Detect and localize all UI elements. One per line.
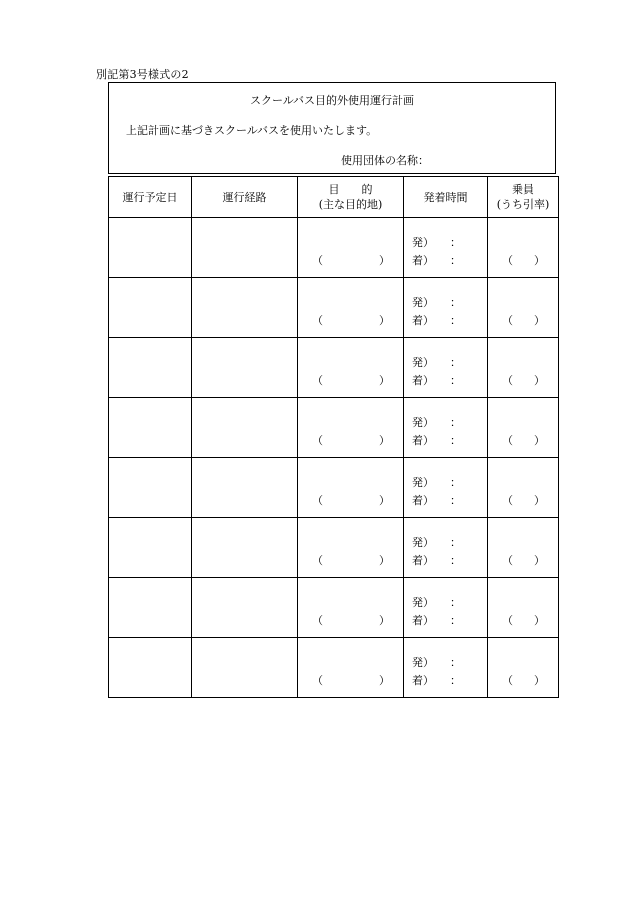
paren-open: （ bbox=[502, 314, 513, 327]
paren-open: （ bbox=[312, 254, 323, 267]
form-header-box bbox=[108, 82, 556, 174]
paren-close: ） bbox=[379, 554, 390, 567]
departure-colon: ： bbox=[450, 656, 461, 669]
paren-close: ） bbox=[379, 674, 390, 687]
paren-open: （ bbox=[502, 554, 513, 567]
paren-open: （ bbox=[312, 674, 323, 687]
purpose-header-line1: 目 的 bbox=[328, 183, 373, 196]
table-row bbox=[109, 278, 559, 338]
departure-label: 発） bbox=[412, 356, 434, 369]
crew-header-line2: (うち引率) bbox=[496, 198, 550, 211]
paren-open: （ bbox=[312, 314, 323, 327]
table-row bbox=[109, 638, 559, 698]
paren-close: ） bbox=[534, 434, 545, 447]
departure-colon: ： bbox=[450, 356, 461, 369]
route-cell[interactable] bbox=[192, 578, 298, 638]
arrival-label: 着） bbox=[412, 614, 434, 627]
departure-colon: ： bbox=[450, 416, 461, 429]
departure-label: 発） bbox=[412, 236, 434, 249]
route-cell[interactable] bbox=[192, 518, 298, 578]
departure-label: 発） bbox=[412, 476, 434, 489]
crew-cell[interactable] bbox=[488, 578, 559, 638]
paren-close: ） bbox=[379, 434, 390, 447]
purpose-cell[interactable] bbox=[298, 218, 404, 278]
table-row bbox=[109, 458, 559, 518]
purpose-cell[interactable] bbox=[298, 398, 404, 458]
paren-open: （ bbox=[312, 374, 323, 387]
times-cell[interactable] bbox=[404, 458, 488, 518]
crew-cell[interactable] bbox=[488, 218, 559, 278]
date-cell[interactable] bbox=[109, 278, 192, 338]
paren-close: ） bbox=[534, 314, 545, 327]
purpose-cell[interactable] bbox=[298, 578, 404, 638]
crew-cell[interactable] bbox=[488, 638, 559, 698]
arrival-colon: ： bbox=[450, 494, 461, 507]
paren-open: （ bbox=[312, 434, 323, 447]
paren-open: （ bbox=[502, 254, 513, 267]
paren-close: ） bbox=[534, 674, 545, 687]
date-cell[interactable] bbox=[109, 218, 192, 278]
paren-close: ） bbox=[379, 374, 390, 387]
date-cell[interactable] bbox=[109, 338, 192, 398]
paren-close: ） bbox=[534, 554, 545, 567]
departure-colon: ： bbox=[450, 476, 461, 489]
date-cell[interactable] bbox=[109, 578, 192, 638]
paren-open: （ bbox=[502, 374, 513, 387]
times-cell[interactable] bbox=[404, 218, 488, 278]
group-name-label: 使用団体の名称： bbox=[341, 154, 429, 167]
purpose-cell[interactable] bbox=[298, 338, 404, 398]
column-header-crew bbox=[488, 177, 559, 218]
paren-close: ） bbox=[379, 254, 390, 267]
purpose-cell[interactable] bbox=[298, 638, 404, 698]
departure-colon: ： bbox=[450, 596, 461, 609]
table-row bbox=[109, 398, 559, 458]
date-cell[interactable] bbox=[109, 458, 192, 518]
departure-label: 発） bbox=[412, 296, 434, 309]
times-cell[interactable] bbox=[404, 398, 488, 458]
arrival-colon: ： bbox=[450, 314, 461, 327]
departure-label: 発） bbox=[412, 656, 434, 669]
table-row bbox=[109, 578, 559, 638]
crew-cell[interactable] bbox=[488, 518, 559, 578]
arrival-label: 着） bbox=[412, 374, 434, 387]
times-cell[interactable] bbox=[404, 278, 488, 338]
paren-close: ） bbox=[379, 314, 390, 327]
route-cell[interactable] bbox=[192, 398, 298, 458]
arrival-label: 着） bbox=[412, 434, 434, 447]
arrival-colon: ： bbox=[450, 674, 461, 687]
column-header-route: 運行経路 bbox=[192, 177, 298, 218]
route-cell[interactable] bbox=[192, 458, 298, 518]
paren-open: （ bbox=[502, 434, 513, 447]
route-cell[interactable] bbox=[192, 338, 298, 398]
times-cell[interactable] bbox=[404, 518, 488, 578]
arrival-label: 着） bbox=[412, 554, 434, 567]
date-cell[interactable] bbox=[109, 518, 192, 578]
paren-open: （ bbox=[312, 554, 323, 567]
departure-label: 発） bbox=[412, 536, 434, 549]
paren-open: （ bbox=[312, 614, 323, 627]
crew-header-line1: 乗員 bbox=[512, 183, 534, 196]
column-header-purpose bbox=[298, 177, 404, 218]
arrival-colon: ： bbox=[450, 614, 461, 627]
arrival-label: 着） bbox=[412, 494, 434, 507]
paren-open: （ bbox=[502, 614, 513, 627]
table-row bbox=[109, 218, 559, 278]
table-row bbox=[109, 518, 559, 578]
arrival-colon: ： bbox=[450, 254, 461, 267]
date-cell[interactable] bbox=[109, 398, 192, 458]
form-statement: 上記計画に基づきスクールバスを使用いたします。 bbox=[126, 124, 378, 137]
form-number-label: 別記第3号様式の2 bbox=[96, 68, 189, 81]
departure-colon: ： bbox=[450, 536, 461, 549]
paren-close: ） bbox=[379, 494, 390, 507]
paren-close: ） bbox=[534, 494, 545, 507]
departure-colon: ： bbox=[450, 236, 461, 249]
column-header-date: 運行予定日 bbox=[109, 177, 192, 218]
purpose-cell[interactable] bbox=[298, 518, 404, 578]
departure-label: 発） bbox=[412, 416, 434, 429]
date-cell[interactable] bbox=[109, 638, 192, 698]
purpose-header-line2: (主な目的地) bbox=[318, 198, 383, 211]
times-cell[interactable] bbox=[404, 338, 488, 398]
crew-cell[interactable] bbox=[488, 458, 559, 518]
operation-plan-table bbox=[108, 176, 559, 698]
paren-close: ） bbox=[534, 374, 545, 387]
crew-cell[interactable] bbox=[488, 398, 559, 458]
paren-open: （ bbox=[502, 674, 513, 687]
purpose-cell[interactable] bbox=[298, 458, 404, 518]
form-title: スクールバス目的外使用運行計画 bbox=[249, 94, 414, 107]
table-row bbox=[109, 338, 559, 398]
column-header-times: 発着時間 bbox=[404, 177, 488, 218]
times-cell[interactable] bbox=[404, 578, 488, 638]
route-cell[interactable] bbox=[192, 218, 298, 278]
times-cell[interactable] bbox=[404, 638, 488, 698]
route-cell[interactable] bbox=[192, 278, 298, 338]
paren-close: ） bbox=[379, 614, 390, 627]
paren-open: （ bbox=[502, 494, 513, 507]
table-header-row bbox=[109, 177, 559, 218]
paren-close: ） bbox=[534, 614, 545, 627]
arrival-colon: ： bbox=[450, 554, 461, 567]
departure-colon: ： bbox=[450, 296, 461, 309]
arrival-label: 着） bbox=[412, 674, 434, 687]
crew-cell[interactable] bbox=[488, 338, 559, 398]
route-cell[interactable] bbox=[192, 638, 298, 698]
crew-cell[interactable] bbox=[488, 278, 559, 338]
arrival-label: 着） bbox=[412, 314, 434, 327]
arrival-colon: ： bbox=[450, 434, 461, 447]
departure-label: 発） bbox=[412, 596, 434, 609]
arrival-label: 着） bbox=[412, 254, 434, 267]
paren-close: ） bbox=[534, 254, 545, 267]
paren-open: （ bbox=[312, 494, 323, 507]
arrival-colon: ： bbox=[450, 374, 461, 387]
purpose-cell[interactable] bbox=[298, 278, 404, 338]
